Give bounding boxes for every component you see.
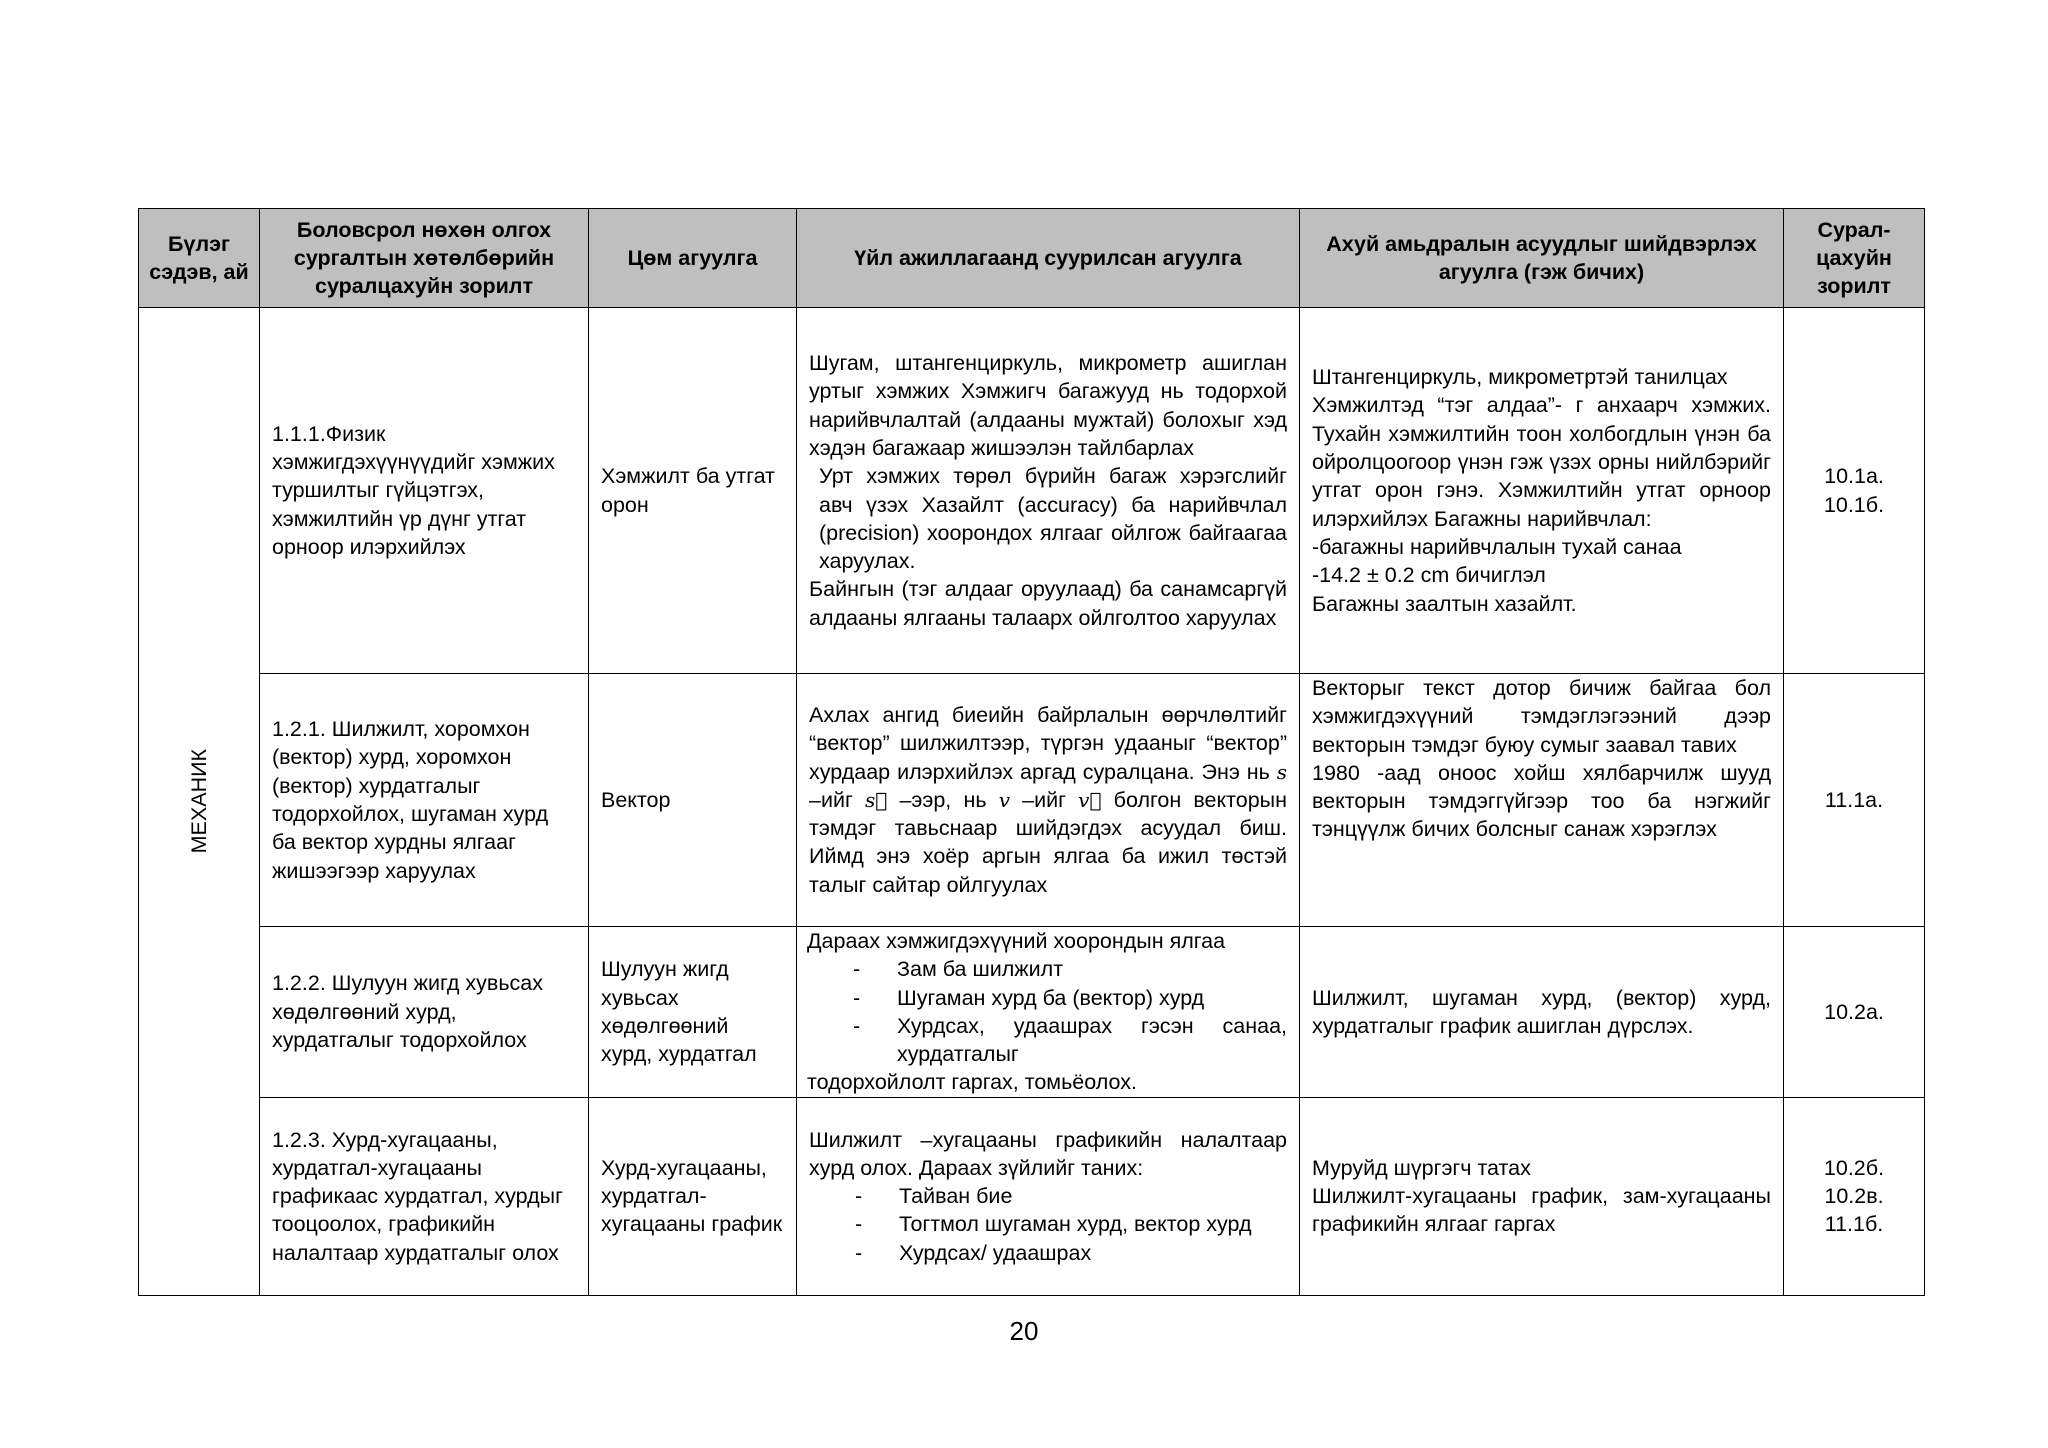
real-life-paragraph: Векторыг текст дотор бичиж байгаа бол хэмжигдэхүүний тэмдэглэгээний дээр векторын тэмдэг буюу сумыг заавал тавих	[1312, 676, 1771, 757]
header-core-content: Цөм агуулга	[589, 209, 797, 308]
real-life-content	[1300, 674, 1783, 844]
activity-text: болгон векторын тэмдэг тавьснаар шийдэгдэх асуудал биш. Иймд энэ хоёр аргын ялгаа ба ижил төстэй талыг сайтар ойлгуулах	[809, 787, 1288, 897]
real-life-paragraph: Штангенциркуль, микрометртэй танилцах	[1312, 365, 1728, 390]
objective-cell	[260, 927, 589, 1098]
section-cell	[139, 308, 260, 1296]
table-row	[139, 674, 1925, 927]
objective-cell	[260, 674, 589, 927]
objective-text: 1.2.3. Хурд-хугацааны, хурдатгал-хугацааны графикаас хурдатгал, хурдыг тооцоолох, графикийн налалтаар хурдатгалыг олох	[272, 1127, 563, 1265]
list-item: - Хурдсах/ удаашрах	[809, 1239, 1287, 1267]
header-activity-content: Үйл ажиллагаанд суурилсан агуулга	[797, 209, 1300, 308]
header-learning-objective: Сурал-цахуйн зорилт	[1784, 209, 1925, 308]
activity-cell	[797, 1097, 1300, 1295]
objective-code: 10.2а.	[1824, 999, 1884, 1024]
activity-intro: Шилжилт –хугацааны графикийн налалтаар хурд олох. Дараах зүйлийг таних:	[809, 1127, 1287, 1180]
list-item: - Шугаман хурд ба (вектор) хурд	[807, 984, 1287, 1012]
table-row	[139, 308, 1925, 674]
activity-intro: Дараах хэмжигдэхүүний хоорондын ялгаа	[807, 929, 1226, 953]
activity-text: –ийг	[809, 787, 865, 812]
core-text: Хурд-хугацааны, хурдатгал-хугацааны график	[601, 1155, 783, 1237]
real-life-cell	[1300, 1097, 1784, 1295]
objective-text: 1.2.2. Шулуун жигд хувьсах хөдөлгөөний хурд, хурдатгалыг тодорхойлох	[272, 971, 544, 1053]
list-item: - Тогтмол шугаман хурд, вектор хурд	[809, 1210, 1287, 1238]
codes-cell	[1784, 927, 1925, 1098]
activity-content	[797, 927, 1299, 1097]
header-objective: Боловсрол нөхөн олгох сургалтын хөтөлбөрийн суралцахуйн зорилт	[260, 209, 589, 308]
real-life-paragraph: 1980 -аад оноос хойш хялбарчилж шууд векторын тэмдэггүйгээр тоо ба нэгжийг тэнцүүлж бичих болсныг санаж хэрэглэх	[1312, 760, 1771, 842]
header-real-life-content: Ахуй амьдралын асуудлыг шийдвэрлэх агуулга (гэж бичих)	[1300, 209, 1784, 308]
activity-paragraph: Байнгын (тэг алдааг оруулаад) ба санамсаргүй алдааны ялгааны талаарх ойлголтоо харуулах	[809, 577, 1287, 630]
real-life-cell	[1300, 674, 1784, 927]
activity-paragraph: Шугам, штангенциркуль, микрометр ашиглан уртыг хэмжих Хэмжигч багажууд нь тодорхой нарийвчлалтай (алдааны мужтай) болохыг хэд хэдэн багажаар жишээлэн тайлбарлах	[809, 351, 1287, 460]
codes-cell	[1784, 308, 1925, 674]
activity-content	[797, 349, 1299, 632]
page-number: 20	[1009, 1316, 1039, 1346]
real-life-paragraph: Шилжилт-хугацааны график, зам-хугацааны графикийн ялгааг гаргах	[1312, 1184, 1771, 1237]
curriculum-table	[138, 208, 1925, 1296]
real-life-cell	[1300, 308, 1784, 674]
header-section: Бүлэг сэдэв, ай	[139, 209, 260, 308]
table-header-row	[139, 209, 1925, 308]
activity-list	[807, 955, 1287, 1068]
list-item: - Хурдсах, удаашрах гэсэн санаа, хурдатгалыг	[807, 1012, 1287, 1069]
activity-text: –ийг	[1010, 787, 1079, 812]
activity-cell	[797, 674, 1300, 927]
core-text: Хэмжилт ба утгат орон	[601, 464, 775, 517]
activity-text: –ээр, нь	[887, 787, 999, 812]
real-life-paragraph: -14.2 ± 0.2 cm бичиглэл	[1312, 563, 1546, 588]
activity-content	[797, 701, 1299, 899]
codes-cell	[1784, 1097, 1925, 1295]
real-life-content	[1300, 984, 1783, 1041]
objective-code: 11.1б.	[1824, 1212, 1884, 1237]
objective-code: 10.2в.	[1824, 1184, 1884, 1209]
core-cell	[589, 927, 797, 1098]
codes-cell	[1784, 674, 1925, 927]
table-row	[139, 927, 1925, 1098]
objective-cell	[260, 1097, 589, 1295]
activity-outro: тодорхойлолт гаргах, томьёолох.	[807, 1070, 1137, 1095]
symbol-v-vector: v⃗	[1078, 787, 1102, 812]
real-life-content	[1300, 363, 1783, 618]
symbol-s-vector: s⃗	[865, 787, 888, 812]
real-life-cell	[1300, 927, 1784, 1098]
core-cell	[589, 674, 797, 927]
core-cell	[589, 1097, 797, 1295]
activity-list	[809, 1182, 1287, 1267]
real-life-paragraph: Шилжилт, шугаман хурд, (вектор) хурд, хурдатгалыг график ашиглан дүрслэх.	[1312, 985, 1771, 1038]
real-life-content	[1300, 1154, 1783, 1239]
section-label: МЕХАНИК	[186, 749, 211, 854]
objective-code: 10.1а.	[1824, 464, 1884, 489]
activity-paragraph: Урт хэмжих төрөл бүрийн багаж хэрэгслийг авч үзэх Хазайлт (accuracy) ба нарийвчлал (precision) хоорондох ялгааг ойлгож байгаагаа харуулах.	[819, 464, 1287, 574]
core-cell	[589, 308, 797, 674]
activity-content	[797, 1126, 1299, 1267]
real-life-paragraph: -багажны нарийвчлалын тухай санаа	[1312, 534, 1682, 559]
list-item: - Зам ба шилжилт	[807, 955, 1287, 983]
objective-code: 10.2б.	[1823, 1155, 1885, 1180]
activity-cell	[797, 927, 1300, 1098]
activity-cell	[797, 308, 1300, 674]
objective-text: 1.2.1. Шилжилт, хоромхон (вектор) хурд, хоромхон (вектор) хурдатгалыг тодорхойлох, шугаман хурд ба вектор хурдны ялгааг жишээгээр харуулах	[272, 717, 549, 883]
objective-cell	[260, 308, 589, 674]
objective-code: 11.1а.	[1824, 787, 1884, 812]
activity-text: Ахлах ангид биеийн байрлалын өөрчлөлтийг “вектор” шилжилтээр, түргэн удааныг “вектор” хурдаар илэрхийлэх аргад суралцана. Энэ нь	[809, 702, 1287, 784]
real-life-paragraph: Хэмжилтэд “тэг алдаа”- г анхаарч хэмжих. Тухайн хэмжилтийн тоон холбогдлын үнэн ба ойролцоогоор үнэн гэж үзэх орны нийлбэрийг утгат орон гэнэ. Хэмжилтийн утгат орноор илэрхийлэх Багажны нарийвчлал:	[1312, 393, 1771, 531]
table-row	[139, 1097, 1925, 1295]
real-life-paragraph: Багажны заалтын хазайлт.	[1312, 591, 1577, 616]
symbol-v: v	[998, 787, 1010, 812]
objective-code: 10.1б.	[1823, 492, 1885, 517]
symbol-s: s	[1276, 759, 1287, 784]
core-text: Шулуун жигд хувьсах хөдөлгөөний хурд, хурдатгал	[601, 957, 757, 1067]
objective-text: 1.1.1.Физик хэмжигдэхүүнүүдийг хэмжих туршилтыг гүйцэтгэх, хэмжилтийн үр дүнг утгат орноор илэрхийлэх	[272, 421, 555, 559]
list-item: - Тайван бие	[809, 1182, 1287, 1210]
core-text: Вектор	[601, 787, 671, 812]
real-life-paragraph: Муруйд шүргэгч татах	[1312, 1155, 1531, 1180]
